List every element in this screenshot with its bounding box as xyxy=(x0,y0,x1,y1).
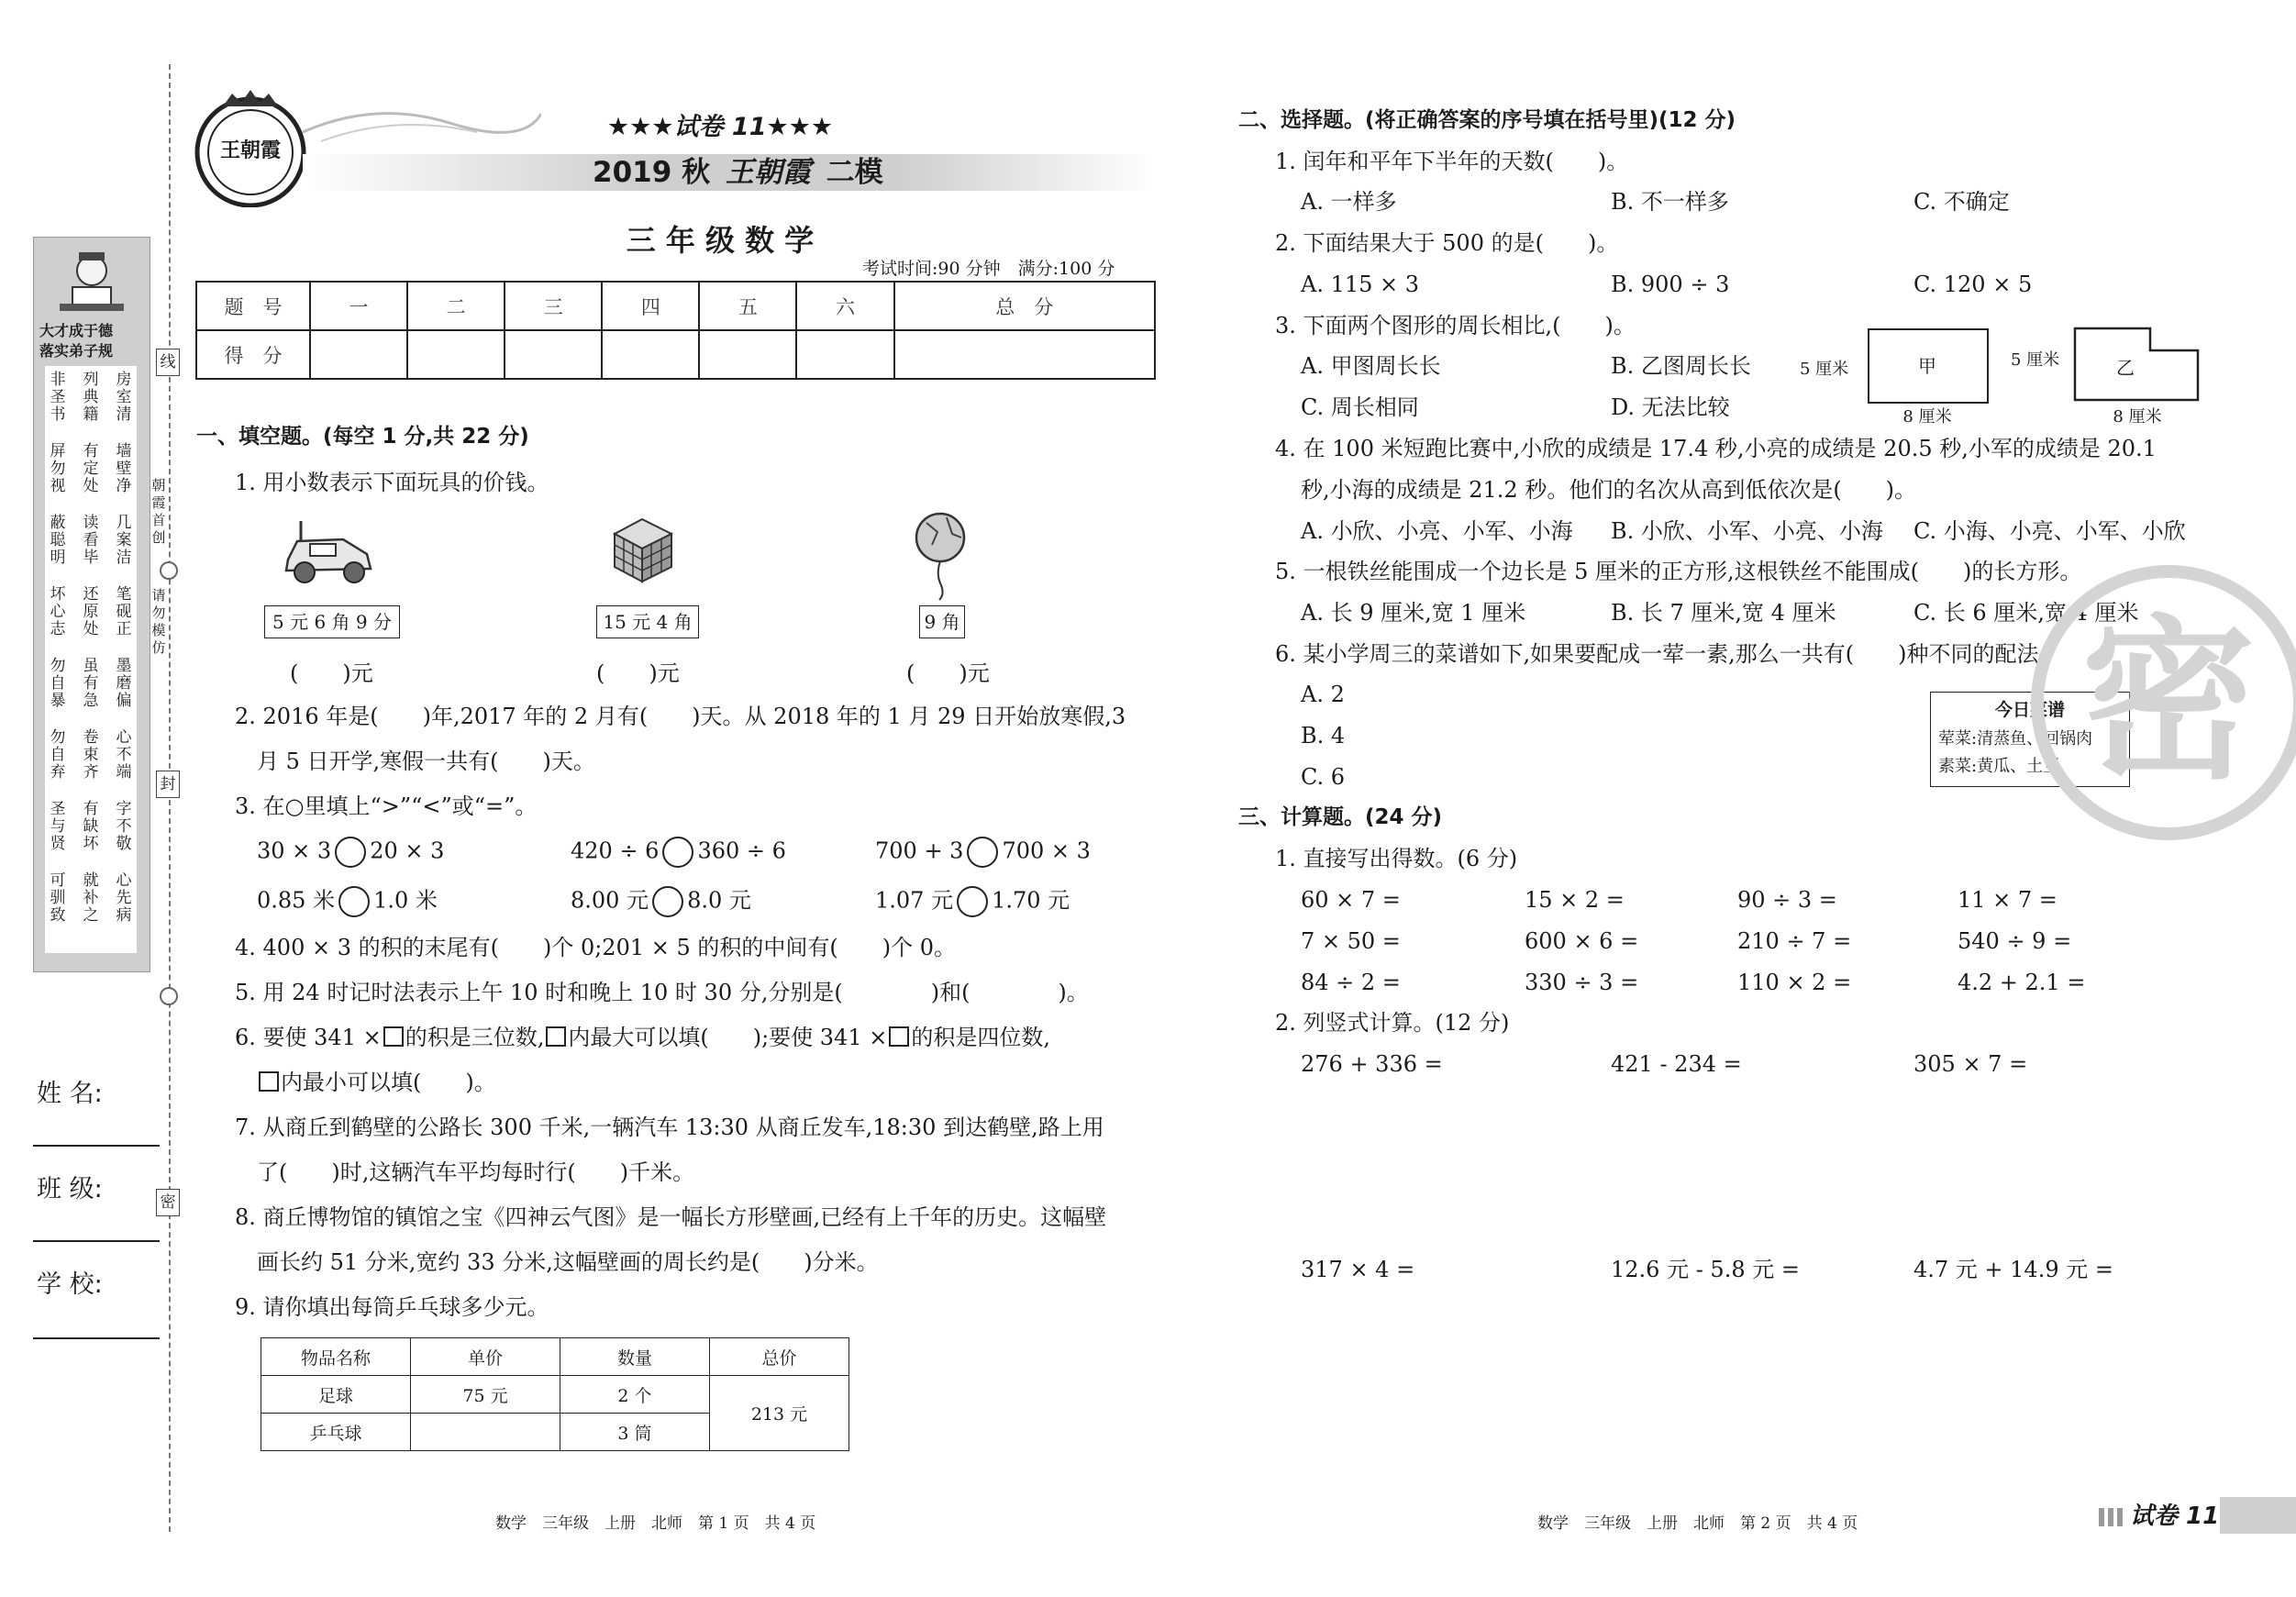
q3-text: 3. 在○里填上“>”“<”或“=”。 xyxy=(235,793,538,819)
vertical-item: 305 × 7 = xyxy=(1913,1051,2028,1077)
score-cell[interactable] xyxy=(894,330,1155,379)
q1-text: 1. 用小数表示下面玩具的价钱。 xyxy=(235,470,549,495)
motto-col: 有定处 xyxy=(83,442,99,495)
vertical-item: 276 + 336 = xyxy=(1301,1051,1443,1077)
score-table xyxy=(195,281,1156,380)
oral-item: 7 × 50 = xyxy=(1301,928,1401,954)
motto-line-2: 落实弟子规 xyxy=(39,342,114,360)
fig-yi-side-label: 5 厘米 xyxy=(2011,350,2060,370)
fig-jia-side-label: 5 厘米 xyxy=(1800,360,1849,379)
exam-info: 考试时间:90 分钟 满分:100 分 xyxy=(862,259,1115,279)
option[interactable]: B. 小欣、小军、小亮、小海 xyxy=(1611,518,1883,544)
q7-line2: 了( )时,这辆汽车平均每时行( )千米。 xyxy=(257,1159,695,1185)
s2-q4-line2: 秒,小海的成绩是 21.2 秒。他们的名次从高到低依次是( )。 xyxy=(1301,477,1917,503)
q5-text: 5. 用 24 时记时法表示上午 10 时和晚上 10 时 30 分,分别是( )和( )。 xyxy=(235,980,1089,1005)
digit-box[interactable] xyxy=(889,1026,909,1047)
ribbon-decoration xyxy=(303,95,541,150)
score-header-cell: 二 xyxy=(407,282,505,330)
fig-jia-label: 甲 xyxy=(1918,355,1936,377)
footer-tag: 试卷 11 xyxy=(2130,1503,2220,1530)
q6-line1: 6. 要使 341 × 的积是三位数, 内最大可以填( );要使 341 × 的积是四位数, xyxy=(235,1025,1050,1050)
score-cell[interactable] xyxy=(602,330,699,379)
s3-sub2: 2. 列竖式计算。(12 分) xyxy=(1275,1010,1510,1036)
motto-col: 墙壁净 xyxy=(116,442,132,495)
section1-title: 一、填空题。(每空 1 分,共 22 分) xyxy=(196,425,529,449)
option[interactable]: B. 不一样多 xyxy=(1611,189,1729,215)
oral-item: 90 ÷ 3 = xyxy=(1737,887,1837,913)
vertical-item: 421 - 234 = xyxy=(1611,1051,1742,1077)
binding-hole xyxy=(160,561,178,580)
oral-item: 540 ÷ 9 = xyxy=(1958,928,2072,954)
vertical-item: 317 × 4 = xyxy=(1301,1257,1415,1282)
option[interactable]: A. 小欣、小亮、小军、小海 xyxy=(1301,518,1573,544)
compare-circle[interactable] xyxy=(662,837,693,868)
logo-text: 王朝霞 xyxy=(219,139,281,162)
score-header-cell: 三 xyxy=(505,282,602,330)
motto-col: 勿自弃 xyxy=(50,728,66,782)
motto-col: 就补之 xyxy=(83,871,99,925)
price-label-balloon: 9 角 xyxy=(919,605,965,638)
s2-q3: 3. 下面两个图形的周长相比,( )。 xyxy=(1275,313,1636,338)
side-note: 请勿模仿 xyxy=(151,587,166,656)
price-header-cell: 单价 xyxy=(411,1338,560,1376)
motto-sidebar xyxy=(33,237,150,972)
motto-columns xyxy=(45,366,137,953)
score-header-cell: 一 xyxy=(310,282,407,330)
compare-item: 1.07 元 1.70 元 xyxy=(875,886,1070,917)
school-label: 学 校: xyxy=(37,1270,103,1299)
answer-blank-yuan[interactable]: ( )元 xyxy=(596,660,680,686)
oral-item: 11 × 7 = xyxy=(1958,887,2058,913)
score-row xyxy=(196,330,1155,379)
option[interactable]: A. 115 × 3 xyxy=(1301,272,1420,297)
name-label: 姓 名: xyxy=(37,1080,103,1108)
score-header-cell: 题 号 xyxy=(196,282,310,330)
option[interactable]: A. 长 9 厘米,宽 1 厘米 xyxy=(1301,600,1526,626)
footer-tag-dots xyxy=(2099,1508,2124,1526)
motto-col: 字不敬 xyxy=(116,800,132,853)
option[interactable]: B. 乙图周长长 xyxy=(1611,353,1751,379)
section2-title: 二、选择题。(将正确答案的序号填在括号里)(12 分) xyxy=(1238,108,1736,132)
digit-box[interactable] xyxy=(259,1071,279,1092)
oral-item: 110 × 2 = xyxy=(1737,970,1852,995)
s2-q5: 5. 一根铁丝能围成一个边长是 5 厘米的正方形,这根铁丝不能围成( )的长方形。 xyxy=(1275,559,2082,584)
motto-col: 坏心志 xyxy=(50,585,66,638)
name-field[interactable] xyxy=(33,1145,160,1147)
s3-sub1: 1. 直接写出得数。(6 分) xyxy=(1275,846,1518,871)
quantity: 3 筒 xyxy=(560,1414,710,1451)
price-label-cube: 15 元 4 角 xyxy=(596,605,699,638)
motto-col: 还原处 xyxy=(83,585,99,638)
item-name: 乒乓球 xyxy=(261,1414,411,1451)
paper-number: ★★★试卷 11★★★ xyxy=(606,113,834,141)
s2-q1: 1. 闰年和平年下半年的天数( )。 xyxy=(1275,149,1629,174)
oral-item: 60 × 7 = xyxy=(1301,887,1401,913)
score-header-cell: 五 xyxy=(699,282,796,330)
motto-col: 勿自暴 xyxy=(50,657,66,710)
price-header-cell: 物品名称 xyxy=(261,1338,411,1376)
compare-circle[interactable] xyxy=(335,837,366,868)
motto-col: 非圣书 xyxy=(50,371,66,424)
motto-col: 笔砚正 xyxy=(116,585,132,638)
answer-blank-yuan[interactable]: ( )元 xyxy=(290,660,373,686)
motto-col: 列典籍 xyxy=(83,371,99,424)
compare-circle[interactable] xyxy=(967,837,998,868)
binding-hole xyxy=(160,987,178,1005)
motto-col: 心不端 xyxy=(116,728,132,782)
compare-item: 30 × 3 20 × 3 xyxy=(257,837,444,868)
fold-label: 封 xyxy=(156,771,180,798)
quantity: 2 个 xyxy=(560,1376,710,1414)
score-cell[interactable] xyxy=(699,330,796,379)
option[interactable]: C. 长 6 厘米,宽 4 厘米 xyxy=(1913,600,2139,626)
fig-yi-label: 乙 xyxy=(2116,357,2135,379)
toy-car-icon xyxy=(279,514,380,587)
option[interactable]: B. 900 ÷ 3 xyxy=(1611,272,1730,297)
score-row-label: 得 分 xyxy=(196,330,310,379)
oral-item: 84 ÷ 2 = xyxy=(1301,970,1401,995)
title-suffix: 二模 xyxy=(826,156,883,189)
motto-col: 蔽聪明 xyxy=(50,514,66,567)
motto-col: 虽有急 xyxy=(83,657,99,710)
q2-line1: 2. 2016 年是( )年,2017 年的 2 月有( )天。从 2018 年的 1 月 29 日开始放寒假,3 xyxy=(235,704,1126,729)
q6-line2: 内最小可以填( )。 xyxy=(257,1069,496,1096)
table-row xyxy=(261,1376,849,1414)
footer-tag-bar xyxy=(2220,1497,2296,1534)
oral-item: 15 × 2 = xyxy=(1525,887,1625,913)
price-label-car: 5 元 6 角 9 分 xyxy=(264,605,400,638)
side-note: 朝霞首创 xyxy=(151,477,166,546)
option[interactable]: A. 一样多 xyxy=(1301,189,1397,215)
fig-jia-bottom-label: 8 厘米 xyxy=(1902,407,1952,427)
motto-col: 心先病 xyxy=(116,871,132,925)
motto-col: 墨磨偏 xyxy=(116,657,132,710)
menu-title: 今日菜谱 xyxy=(1994,700,2065,720)
q9-text: 9. 请你填出每筒乒乓球多少元。 xyxy=(235,1294,549,1320)
motto-col: 几案洁 xyxy=(116,514,132,567)
score-cell[interactable] xyxy=(796,330,893,379)
title-year: 2019 秋 xyxy=(593,156,711,189)
motto-col: 可驯致 xyxy=(50,871,66,925)
title-brand: 王朝霞 xyxy=(725,156,811,189)
option[interactable]: D. 无法比较 xyxy=(1611,394,1730,420)
oral-item: 210 ÷ 7 = xyxy=(1737,928,1852,954)
score-header-cell: 总 分 xyxy=(894,282,1155,330)
unit-price: 75 元 xyxy=(411,1376,560,1414)
price-header-cell: 数量 xyxy=(560,1338,710,1376)
fold-label: 密 xyxy=(156,1189,180,1216)
score-header-row xyxy=(196,282,1155,330)
total-price: 213 元 xyxy=(710,1376,849,1451)
answer-blank-yuan[interactable]: ( )元 xyxy=(906,660,990,686)
motto-col: 房室清 xyxy=(116,371,132,424)
q8-line2: 画长约 51 分米,宽约 33 分米,这幅壁画的周长约是( )分米。 xyxy=(257,1249,879,1275)
section3-title: 三、计算题。(24 分) xyxy=(1238,805,1443,829)
compare-circle[interactable] xyxy=(652,886,683,917)
option[interactable]: C. 小海、小亮、小军、小欣 xyxy=(1913,518,2186,544)
motto-col: 卷束齐 xyxy=(83,728,99,782)
digit-box[interactable] xyxy=(383,1026,404,1047)
option[interactable]: B. 4 xyxy=(1301,723,1346,749)
menu-veg: 素菜:黄瓜、土豆 xyxy=(1938,757,2060,776)
compare-item: 700 + 3 700 × 3 xyxy=(875,837,1091,868)
unit-price-blank[interactable] xyxy=(411,1414,560,1451)
compare-item: 0.85 米 1.0 米 xyxy=(257,886,438,917)
subject-title: 三 年 级 数 学 xyxy=(626,223,815,258)
motto-line-1: 大才成于德 xyxy=(39,322,114,339)
oral-item: 4.2 + 2.1 = xyxy=(1958,970,2086,995)
option[interactable]: B. 长 7 厘米,宽 4 厘米 xyxy=(1611,600,1836,626)
title-group xyxy=(593,154,883,191)
binding-dashed-line xyxy=(169,64,171,1532)
item-name: 足球 xyxy=(261,1376,411,1414)
child-reading-icon xyxy=(54,247,129,320)
compare-circle[interactable] xyxy=(957,886,988,917)
vertical-item: 4.7 元 + 14.9 元 = xyxy=(1913,1257,2113,1282)
oral-item: 330 ÷ 3 = xyxy=(1525,970,1639,995)
balloon-icon xyxy=(908,510,972,602)
motto-col: 读看毕 xyxy=(83,514,99,567)
score-cell[interactable] xyxy=(310,330,407,379)
price-header-cell: 总价 xyxy=(710,1338,849,1376)
motto-col: 圣与贤 xyxy=(50,800,66,853)
footer-page-2: 数学 三年级 上册 北师 第 2 页 共 4 页 xyxy=(1537,1514,1858,1533)
rubiks-cube-icon xyxy=(605,514,679,585)
option[interactable]: C. 周长相同 xyxy=(1301,394,1419,420)
option[interactable]: A. 甲图周长长 xyxy=(1301,353,1441,379)
compare-item: 8.00 元 8.0 元 xyxy=(571,886,751,917)
score-cell[interactable] xyxy=(407,330,505,379)
score-cell[interactable] xyxy=(505,330,602,379)
compare-item: 420 ÷ 6 360 ÷ 6 xyxy=(571,837,786,868)
price-header-row xyxy=(261,1338,849,1376)
class-field[interactable] xyxy=(33,1240,160,1242)
q4-text: 4. 400 × 3 的积的末尾有( )个 0;201 × 5 的积的中间有( )个 0。 xyxy=(235,935,957,960)
class-label: 班 级: xyxy=(37,1175,103,1203)
q2-line2: 月 5 日开学,寒假一共有( )天。 xyxy=(257,749,595,774)
digit-box[interactable] xyxy=(546,1026,566,1047)
s2-q6: 6. 某小学周三的菜谱如下,如果要配成一荤一素,那么一共有( )种不同的配法。 xyxy=(1275,641,2061,667)
motto-col: 有缺坏 xyxy=(83,800,99,853)
score-header-cell: 四 xyxy=(602,282,699,330)
s2-q2: 2. 下面结果大于 500 的是( )。 xyxy=(1275,230,1619,256)
q8-line1: 8. 商丘博物馆的镇馆之宝《四神云气图》是一幅长方形壁画,已经有上千年的历史。这幅壁 xyxy=(235,1204,1107,1230)
s2-q4-line1: 4. 在 100 米短跑比赛中,小欣的成绩是 17.4 秒,小亮的成绩是 20.5 秒,小军的成绩是 20.1 xyxy=(1275,436,2157,461)
school-field[interactable] xyxy=(33,1337,160,1339)
option[interactable]: C. 不确定 xyxy=(1913,189,2010,215)
price-table xyxy=(261,1337,849,1451)
motto-col: 屏勿视 xyxy=(50,442,66,495)
fold-label: 线 xyxy=(156,349,180,376)
footer-page-1: 数学 三年级 上册 北师 第 1 页 共 4 页 xyxy=(495,1514,816,1533)
compare-circle[interactable] xyxy=(338,886,370,917)
option[interactable]: A. 2 xyxy=(1301,682,1345,707)
fig-yi-bottom-label: 8 厘米 xyxy=(2113,407,2162,427)
vertical-item: 12.6 元 - 5.8 元 = xyxy=(1611,1257,1800,1282)
option[interactable]: C. 6 xyxy=(1301,764,1346,790)
confidential-stamp: 密 xyxy=(2031,565,2296,840)
option[interactable]: C. 120 × 5 xyxy=(1913,272,2033,297)
oral-item: 600 × 6 = xyxy=(1525,928,1639,954)
menu-meat: 荤菜:清蒸鱼、回锅肉 xyxy=(1938,729,2093,749)
q7-line1: 7. 从商丘到鹤壁的公路长 300 千米,一辆汽车 13:30 从商丘发车,18:30 到达鹤壁,路上用 xyxy=(235,1115,1104,1140)
score-header-cell: 六 xyxy=(796,282,893,330)
